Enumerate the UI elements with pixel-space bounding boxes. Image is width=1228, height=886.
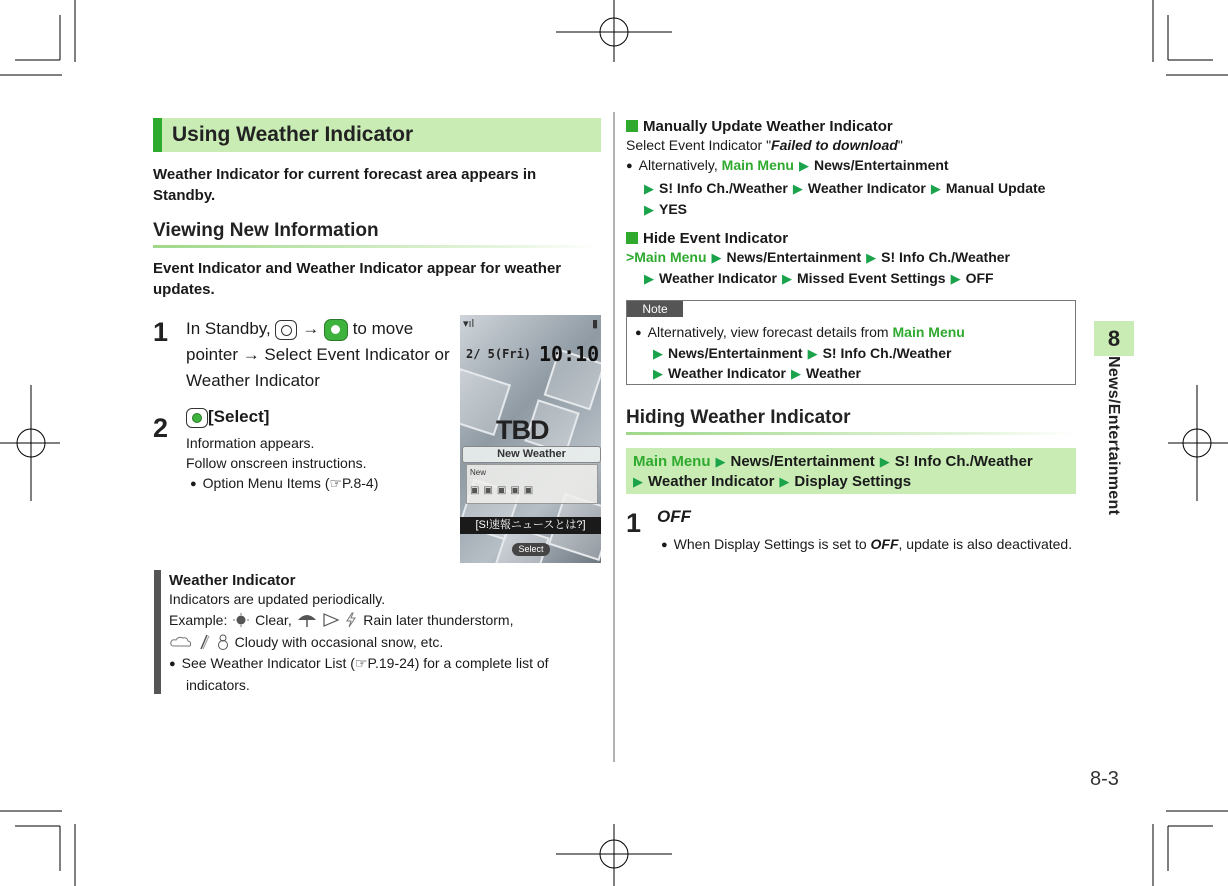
chevron-right-icon: > bbox=[626, 249, 635, 265]
phone-logo: TBD bbox=[496, 415, 549, 445]
step1-line2: pointer → Select Event Indicator or bbox=[186, 345, 450, 364]
hide-event-path2: ▶ Weather Indicator ▶ Missed Event Settings ▶ OFF bbox=[644, 270, 994, 286]
mail-key-icon bbox=[275, 320, 297, 340]
ticker-bar: [S!速報ニュースとは?] bbox=[460, 517, 601, 534]
hiding-underline bbox=[626, 432, 1076, 435]
hide-event-title: Hide Event Indicator bbox=[643, 230, 789, 247]
page-number: 8-3 bbox=[1090, 768, 1119, 790]
section-header bbox=[153, 118, 601, 152]
step-number: 1 bbox=[153, 317, 169, 347]
note-line3: ▶ Weather Indicator ▶ Weather bbox=[653, 365, 861, 381]
sub-intro: Event Indicator and Weather Indicator appear for weather updates. bbox=[153, 260, 562, 298]
step1-text bbox=[186, 316, 461, 394]
later-arrow-icon bbox=[322, 612, 340, 628]
weather-banner: New Weather bbox=[462, 446, 601, 463]
umbrella-icon bbox=[296, 612, 318, 628]
cloudy-label: Cloudy with occasional snow, etc. bbox=[234, 634, 444, 650]
step2-bullet: ● Option Menu Items (☞P.8-4) bbox=[190, 473, 456, 495]
step1-line3: Weather Indicator bbox=[186, 371, 320, 390]
step2-line2: Follow onscreen instructions. bbox=[186, 454, 367, 471]
box-line1: Indicators are updated periodically. bbox=[169, 591, 386, 607]
off-step-title: OFF bbox=[657, 507, 691, 526]
snowman-icon bbox=[215, 634, 231, 650]
off-step-bullet: ● When Display Settings is set to OFF, update is also deactivated. bbox=[661, 534, 1072, 556]
chapter-label: News/Entertainment bbox=[1105, 356, 1122, 516]
hide-event-block bbox=[626, 230, 1076, 289]
note-label: Note bbox=[627, 301, 683, 317]
event-panel: New ▣▣▣▣▣ bbox=[466, 464, 598, 504]
hiding-heading: Hiding Weather Indicator bbox=[626, 407, 851, 428]
main-menu-link[interactable]: Main Menu bbox=[634, 249, 707, 265]
main-menu-link[interactable]: Main Menu bbox=[633, 453, 711, 470]
step1-line1b: to move bbox=[352, 319, 414, 338]
manual-title: Manually Update Weather Indicator bbox=[643, 118, 893, 135]
note-line1: ● Alternatively, view forecast details from Main Menu bbox=[635, 322, 965, 345]
note-line2: ▶ News/Entertainment ▶ S! Info Ch./Weather bbox=[653, 345, 952, 361]
phone-date: 2/ 5(Fri) bbox=[466, 347, 532, 361]
box-bullet: ● See Weather Indicator List (☞P.19-24) for a complete list of bbox=[169, 653, 599, 675]
example-label: Example: bbox=[169, 612, 228, 628]
chapter-label-area bbox=[1094, 356, 1134, 526]
note-box bbox=[626, 300, 1076, 385]
step1-line1a: In Standby, bbox=[186, 319, 271, 338]
main-menu-link[interactable]: Main Menu bbox=[721, 157, 794, 173]
section-title: Using Weather Indicator bbox=[172, 123, 414, 146]
clear-label: Clear, bbox=[255, 612, 292, 628]
intro-text: Weather Indicator for current forecast area appears in Standby. bbox=[153, 166, 537, 204]
box-bullet-cont: indicators. bbox=[186, 677, 250, 693]
step-number: 2 bbox=[153, 413, 169, 443]
rain-label: Rain later thunderstorm, bbox=[363, 612, 514, 628]
box-bar bbox=[154, 570, 161, 694]
box-title: Weather Indicator bbox=[169, 572, 296, 589]
manual-update-block bbox=[626, 118, 1076, 220]
manual-line: Select Event Indicator "Failed to download" bbox=[626, 137, 903, 153]
chapter-tab[interactable] bbox=[1094, 321, 1134, 356]
chapter-number: 8 bbox=[1107, 326, 1121, 351]
sun-icon bbox=[231, 613, 251, 627]
manual-yes-line: ▶ YES bbox=[644, 201, 688, 217]
arrow-icon: → bbox=[302, 319, 320, 338]
step2-block bbox=[186, 407, 456, 495]
step2-title: [Select] bbox=[208, 407, 270, 426]
manual-path-line: ▶ S! Info Ch./Weather ▶ Weather Indicator ▶ Manual Update bbox=[644, 180, 1046, 196]
manual-alt-line: ● Alternatively, Main Menu ▶ News/Entertainment bbox=[626, 155, 1076, 178]
center-key-icon bbox=[186, 408, 208, 428]
main-menu-link[interactable]: Main Menu bbox=[892, 324, 965, 340]
square-bullet-icon bbox=[626, 120, 638, 132]
subheading: Viewing New Information bbox=[153, 220, 379, 241]
subheading-underline bbox=[153, 245, 601, 248]
step-number: 1 bbox=[626, 508, 642, 538]
hiding-path-box: Main Menu ▶ News/Entertainment ▶ S! Info Ch./Weather ▶ Weather Indicator ▶ Display Settings bbox=[626, 448, 1076, 494]
select-softkey: Select bbox=[512, 543, 550, 556]
phone-screenshot bbox=[460, 315, 601, 563]
battery-icon: ▮ bbox=[591, 318, 598, 330]
weather-indicator-box bbox=[169, 572, 599, 695]
nav-key-icon bbox=[324, 319, 348, 341]
cloud-icon bbox=[169, 635, 193, 649]
signal-icon: ▾ıl bbox=[463, 318, 475, 330]
phone-time: 10:10 bbox=[539, 342, 600, 366]
step2-line1: Information appears. bbox=[186, 434, 315, 451]
square-bullet-icon bbox=[626, 232, 638, 244]
thunder-icon bbox=[343, 612, 359, 628]
occasional-slash-icon bbox=[197, 634, 211, 650]
hide-event-path1: >Main Menu ▶ News/Entertainment ▶ S! Info Ch./Weather bbox=[626, 249, 1010, 265]
